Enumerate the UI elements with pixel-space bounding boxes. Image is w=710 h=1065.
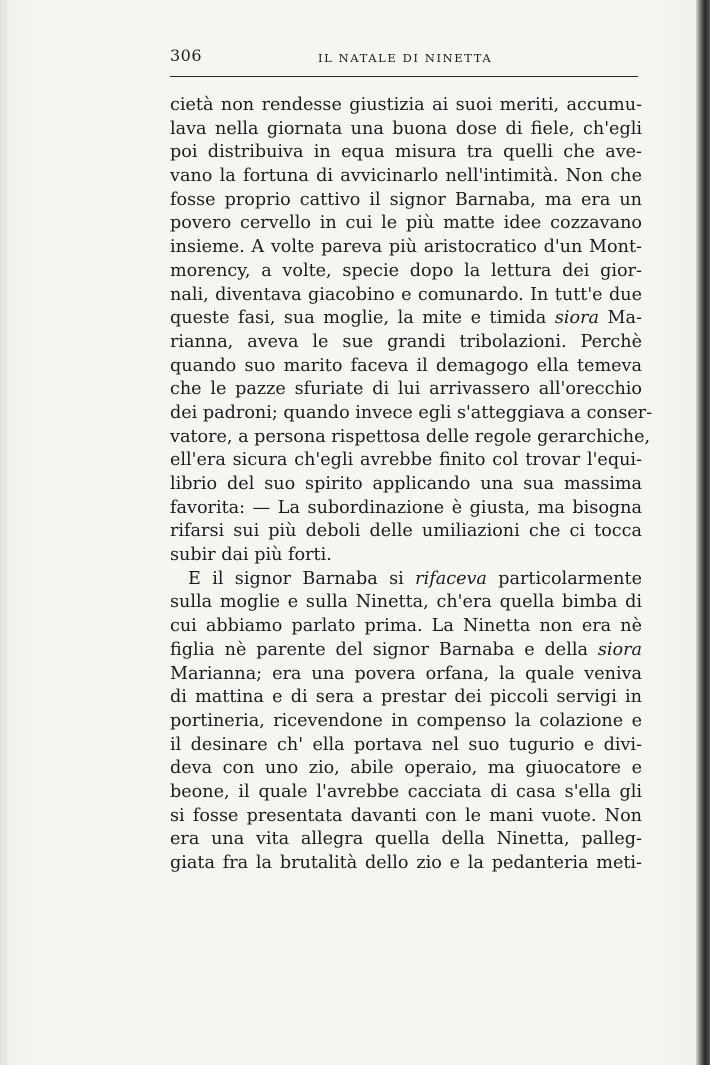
italic-word: rifaceva <box>415 568 487 589</box>
binding-edge <box>696 0 710 1065</box>
text-line: librio del suo spirito applicando una sua massima <box>170 474 642 494</box>
italic-word: siora <box>554 308 599 329</box>
text-line: deva con uno zio, abile operaio, ma giuocatore e <box>170 758 642 779</box>
text-line: era una vita allegra quella della Ninetta, palleg- <box>170 829 642 850</box>
text-line: rifarsi sui più deboli delle umiliazioni che ci tocca <box>170 521 642 542</box>
text-line: fosse proprio cattivo il signor Barnaba, ma era un <box>170 189 642 210</box>
text-line: ell'era sicura ch'egli avrebbe finito col trovar l'equi- <box>170 450 642 471</box>
text-line: cietà non rendesse giustizia ai suoi meriti, accumu- <box>170 95 642 115</box>
page-left-shadow <box>0 0 10 1065</box>
text-line: che le pazze sfuriate di lui arrivassero all'orecchio <box>170 379 642 400</box>
text-line: il desinare ch' ella portava nel suo tugurio e divi- <box>170 734 642 755</box>
text-line: cui abbiamo parlato prima. La Ninetta non era nè <box>170 616 642 637</box>
text-line: sulla moglie e sulla Ninetta, ch'era quella bimba di <box>170 592 642 613</box>
text-line: vatore, a persona rispettosa delle regole gerarchiche, <box>170 426 651 447</box>
body-text <box>170 94 653 876</box>
text-line: insieme. A volte pareva più aristocratico d'un Mont- <box>170 237 642 258</box>
text-line: nali, diventava giacobino e comunardo. In tutt'e due <box>170 284 642 305</box>
text-line: quando suo marito faceva il demagogo ella temeva <box>170 355 642 376</box>
text-line: giata fra la brutalità dello zio e la pedanteria meti- <box>170 853 642 873</box>
text-line: dei padroni; quando invece egli s'atteggiava a conser- <box>170 402 653 423</box>
text-line: vano la fortuna di avvicinarlo nell'intimità. Non che <box>170 166 642 187</box>
page-header <box>170 42 640 72</box>
italic-word: siora <box>597 639 642 660</box>
text-line: si fosse presentata davanti con le mani vuote. Non <box>170 805 642 826</box>
text-line: portineria, ricevendone in compenso la colazione e <box>170 710 642 731</box>
text-line: morency, a volte, specie dopo la lettura dei gior- <box>170 260 642 281</box>
text-line: poi distribuiva in equa misura tra quelli che ave- <box>170 142 642 163</box>
text-line: Marianna; era una povera orfana, la quale veniva <box>170 663 642 684</box>
text-line: povero cervello in cui le più matte idee cozzavano <box>170 213 642 234</box>
text-line: figlia nè parente del signor Barnaba e della siora <box>170 639 642 660</box>
header-rule <box>170 76 638 77</box>
text-line: rianna, aveva le sue grandi tribolazioni. Perchè <box>170 331 642 352</box>
text-line: lava nella giornata una buona dose di fiele, ch'egli <box>170 118 642 139</box>
running-title: IL NATALE DI NINETTA <box>318 51 493 65</box>
text-line: E il signor Barnaba si rifaceva particolarmente <box>188 568 642 589</box>
text-line: di mattina e di sera a prestar dei piccoli servigi in <box>170 687 642 708</box>
text-line: favorita: — La subordinazione è giusta, ma bisogna <box>170 497 642 518</box>
text-line: beone, il quale l'avrebbe cacciata di casa s'ella gli <box>170 781 642 802</box>
text-line: queste fasi, sua moglie, la mite e timida siora Ma- <box>170 308 642 329</box>
text-line: subir dai più forti. <box>170 545 332 566</box>
page-number: 306 <box>170 46 203 65</box>
